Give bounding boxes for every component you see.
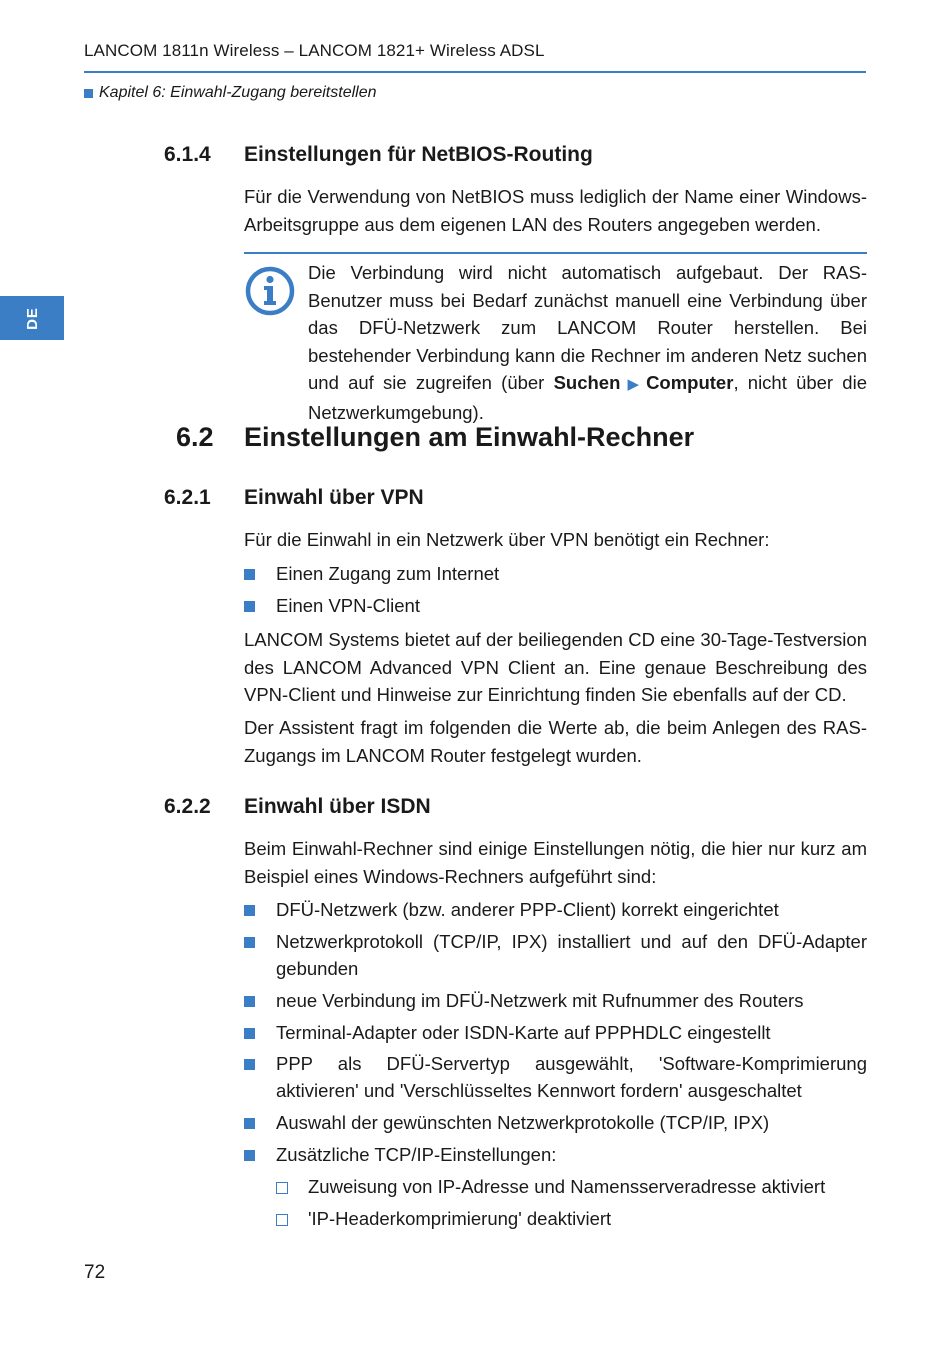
paragraph: Beim Einwahl-Rechner sind einige Einstellungen nötig, die hier nur kurz am Beispiel eines Windows-Rechners aufgeführt sind: — [244, 838, 867, 887]
section-title: Einwahl über ISDN — [244, 795, 431, 818]
list-item — [244, 560, 867, 587]
section-number: 6.2.2 — [164, 795, 211, 818]
list-item — [244, 1109, 867, 1136]
sub-list-item-text: 'IP-Headerkomprimierung' deaktiviert — [308, 1208, 612, 1229]
square-bullet-icon — [244, 1150, 255, 1161]
note-text-after: , nicht über die Netzwerkumgebung). — [308, 372, 867, 423]
list-item — [244, 987, 867, 1014]
paragraph: Für die Einwahl in ein Netzwerk über VPN benötigt ein Rechner: — [244, 529, 770, 550]
list-item — [244, 1141, 867, 1168]
note-text — [308, 259, 867, 426]
list-item — [244, 592, 867, 619]
list-item — [244, 1019, 867, 1046]
square-bullet-icon — [244, 905, 255, 916]
paragraph: Der Assistent fragt im folgenden die Werte ab, die beim Anlegen des RAS-Zugangs im LANCOM Router festgelegt wurden. — [244, 717, 867, 766]
list-item-text: Zusätzliche TCP/IP-Einstellungen: — [276, 1144, 557, 1165]
language-tab — [0, 296, 64, 340]
list-item-text: neue Verbindung im DFÜ-Netzwerk mit Rufnummer des Routers — [276, 990, 804, 1011]
header-rule — [84, 71, 866, 73]
running-header-title: LANCOM 1811n Wireless – LANCOM 1821+ Wireless ADSL — [84, 41, 545, 60]
list-item — [244, 928, 867, 982]
list-item-text: Einen VPN-Client — [276, 595, 420, 616]
sub-list-item-text: Zuweisung von IP-Adresse und Namensserveradresse aktiviert — [308, 1176, 826, 1197]
square-bullet-icon — [244, 1028, 255, 1039]
note-rule — [244, 252, 867, 254]
chapter-title: Kapitel 6: Einwahl-Zugang bereitstellen — [99, 84, 377, 101]
section-number: 6.1.4 — [164, 143, 211, 166]
square-bullet-icon — [244, 1118, 255, 1129]
section-title: Einstellungen am Einwahl-Rechner — [244, 422, 695, 452]
page-number: 72 — [84, 1262, 106, 1283]
list-item-text: PPP als DFÜ-Servertyp ausgewählt, 'Software-Komprimierung aktivieren' und 'Verschlüsseltes Kennwort fordern' ausgeschaltet — [276, 1053, 867, 1101]
list-item-text: Einen Zugang zum Internet — [276, 563, 500, 584]
section-number: 6.2.1 — [164, 486, 211, 509]
paragraph: LANCOM Systems bietet auf der beiliegenden CD eine 30-Tage-Testversion des LANCOM Advanced VPN Client an. Eine genaue Beschreibung des VPN-Client und Hinweise zur Einrichtung finden Sie ebenfalls auf der CD. — [244, 629, 867, 705]
sub-list-item — [276, 1205, 867, 1232]
list-item-text: Netzwerkprotokoll (TCP/IP, IPX) installiert und auf den DFÜ-Adapter gebunden — [276, 931, 867, 979]
list-item — [244, 1050, 867, 1104]
hollow-square-bullet-icon — [276, 1214, 288, 1226]
info-icon — [245, 266, 295, 316]
square-bullet-icon — [244, 1059, 255, 1070]
language-tab-label: DE — [23, 306, 41, 330]
menu-path-computer: Computer — [646, 372, 734, 393]
section-title: Einwahl über VPN — [244, 486, 424, 509]
note-text-before: Die Verbindung wird nicht automatisch aufgebaut. Der RAS-Benutzer muss bei Bedarf zunächst manuell eine Verbindung über das DFÜ-Netzwerk zum LANCOM Router herstellen. Bei bestehender Verbindung kann die Rechner im anderen Netz suchen und auf sie zugreifen (über — [308, 262, 867, 393]
list-item-text: Auswahl der gewünschten Netzwerkprotokolle (TCP/IP, IPX) — [276, 1112, 770, 1133]
hollow-square-bullet-icon — [276, 1182, 288, 1194]
menu-path-search: Suchen — [553, 372, 621, 393]
square-bullet-icon — [244, 569, 255, 580]
chapter-line — [84, 84, 377, 102]
paragraph: Für die Verwendung von NetBIOS muss lediglich der Name einer Windows-Arbeitsgruppe aus dem eigenen LAN des Routers angegeben werden. — [244, 186, 867, 235]
square-bullet-icon — [244, 601, 255, 612]
square-bullet-icon — [244, 996, 255, 1007]
list-item — [244, 896, 867, 923]
menu-arrow-icon: ▶ — [623, 376, 644, 393]
sub-list-item — [276, 1173, 867, 1200]
list-item-text: DFÜ-Netzwerk (bzw. anderer PPP-Client) korrekt eingerichtet — [276, 899, 779, 920]
square-bullet-icon — [244, 937, 255, 948]
square-bullet-icon — [84, 89, 93, 98]
list-item-text: Terminal-Adapter oder ISDN-Karte auf PPPHDLC eingestellt — [276, 1022, 771, 1043]
section-number: 6.2 — [176, 422, 214, 452]
section-title: Einstellungen für NetBIOS-Routing — [244, 143, 593, 166]
